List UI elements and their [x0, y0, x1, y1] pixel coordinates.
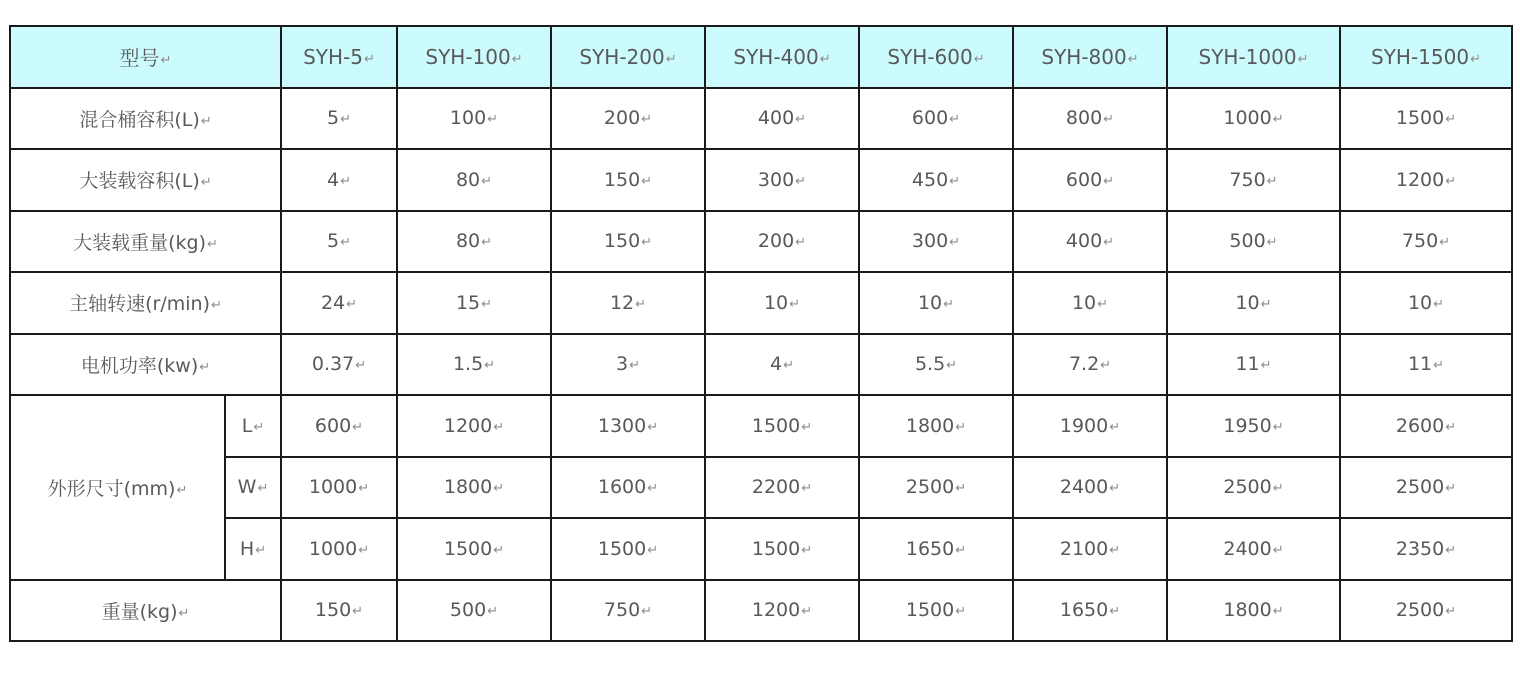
- paragraph-mark-icon: ↵: [1109, 542, 1121, 558]
- dimension-sublabel: [225, 395, 281, 457]
- model-name: SYH-5: [303, 44, 363, 69]
- value-text: 1000: [308, 537, 358, 560]
- value-cell: [1167, 518, 1340, 580]
- value-text: 10: [1407, 291, 1433, 314]
- model-name: SYH-1000: [1198, 44, 1297, 69]
- value-cell: [551, 149, 705, 211]
- paragraph-mark-icon: ↵: [199, 359, 211, 375]
- paragraph-mark-icon: ↵: [1266, 173, 1278, 189]
- model-name: SYH-600: [887, 44, 973, 69]
- value-cell: [1167, 88, 1340, 150]
- model-cell: [1013, 26, 1167, 88]
- value-text: 1500: [751, 414, 801, 437]
- paragraph-mark-icon: ↵: [801, 419, 813, 435]
- value-text: 2100: [1059, 537, 1109, 560]
- paragraph-mark-icon: ↵: [647, 542, 659, 558]
- row-label: [10, 272, 281, 334]
- value-text: 500: [1229, 230, 1266, 253]
- value-cell: [397, 149, 551, 211]
- row-label-text: 混合桶容积(L): [79, 108, 200, 131]
- paragraph-mark-icon: ↵: [1445, 173, 1457, 189]
- dimensions-label: [10, 395, 225, 580]
- paragraph-mark-icon: ↵: [253, 419, 265, 435]
- value-text: 2500: [1395, 476, 1445, 499]
- value-text: 1500: [443, 537, 493, 560]
- value-text: 1800: [443, 476, 493, 499]
- value-text: 80: [455, 230, 481, 253]
- value-text: 2600: [1395, 414, 1445, 437]
- value-cell: [859, 457, 1013, 519]
- paragraph-mark-icon: ↵: [641, 604, 653, 620]
- value-text: 2500: [905, 476, 955, 499]
- paragraph-mark-icon: ↵: [1445, 481, 1457, 497]
- dimension-sublabel: [225, 457, 281, 519]
- value-text: 5: [327, 107, 340, 130]
- value-cell: [1167, 395, 1340, 457]
- table-row: [10, 334, 1512, 396]
- value-text: 600: [911, 107, 949, 130]
- paragraph-mark-icon: ↵: [819, 51, 831, 67]
- value-cell: [551, 395, 705, 457]
- header-label: 型号: [119, 46, 160, 71]
- paragraph-mark-icon: ↵: [1297, 51, 1309, 67]
- paragraph-mark-icon: ↵: [358, 542, 370, 558]
- value-text: 1650: [1059, 599, 1109, 622]
- value-cell: [1340, 580, 1512, 642]
- paragraph-mark-icon: ↵: [955, 419, 967, 435]
- value-cell: [1340, 149, 1512, 211]
- paragraph-mark-icon: ↵: [955, 481, 967, 497]
- value-cell: [397, 88, 551, 150]
- value-text: 200: [757, 230, 795, 253]
- value-cell: [551, 518, 705, 580]
- value-text: 600: [1065, 168, 1103, 191]
- model-cell: [1167, 26, 1340, 88]
- paragraph-mark-icon: ↵: [943, 296, 955, 312]
- value-cell: [397, 272, 551, 334]
- table-row: [10, 457, 1512, 519]
- value-text: 1300: [597, 414, 647, 437]
- value-cell: [859, 395, 1013, 457]
- paragraph-mark-icon: ↵: [178, 605, 190, 621]
- value-cell: [281, 580, 397, 642]
- value-cell: [551, 457, 705, 519]
- paragraph-mark-icon: ↵: [1272, 604, 1284, 620]
- value-cell: [1167, 580, 1340, 642]
- value-text: 150: [603, 168, 641, 191]
- value-text: 1.5: [452, 353, 484, 376]
- value-text: 200: [603, 107, 641, 130]
- value-cell: [281, 457, 397, 519]
- value-text: 1800: [905, 414, 955, 437]
- paragraph-mark-icon: ↵: [481, 173, 493, 189]
- model-name: SYH-100: [425, 44, 511, 69]
- paragraph-mark-icon: ↵: [795, 235, 807, 251]
- value-text: 1200: [751, 599, 801, 622]
- value-cell: [1340, 395, 1512, 457]
- value-text: 300: [757, 168, 795, 191]
- paragraph-mark-icon: ↵: [481, 235, 493, 251]
- value-cell: [859, 334, 1013, 396]
- row-label-text: 重量(kg): [101, 600, 178, 623]
- value-text: 800: [1065, 107, 1103, 130]
- value-text: 1800: [1223, 599, 1272, 622]
- value-cell: [551, 211, 705, 273]
- paragraph-mark-icon: ↵: [160, 53, 172, 69]
- row-label: [10, 88, 281, 150]
- value-cell: [1013, 580, 1167, 642]
- value-text: 12: [609, 291, 635, 314]
- paragraph-mark-icon: ↵: [487, 604, 499, 620]
- value-cell: [1013, 149, 1167, 211]
- paragraph-mark-icon: ↵: [511, 51, 523, 67]
- value-cell: [705, 149, 859, 211]
- paragraph-mark-icon: ↵: [801, 542, 813, 558]
- paragraph-mark-icon: ↵: [1445, 542, 1457, 558]
- value-text: 0.37: [311, 353, 355, 376]
- paragraph-mark-icon: ↵: [955, 542, 967, 558]
- value-text: 1900: [1059, 414, 1109, 437]
- table-row: [10, 395, 1512, 457]
- value-cell: [1013, 395, 1167, 457]
- value-text: 150: [314, 599, 352, 622]
- value-text: 2400: [1223, 537, 1272, 560]
- value-text: 400: [1065, 230, 1103, 253]
- value-cell: [551, 272, 705, 334]
- value-cell: [1340, 88, 1512, 150]
- model-name: SYH-800: [1041, 44, 1127, 69]
- value-cell: [1340, 457, 1512, 519]
- paragraph-mark-icon: ↵: [1127, 51, 1139, 67]
- paragraph-mark-icon: ↵: [1100, 358, 1112, 374]
- row-label-text: 大装载容积(L): [79, 170, 200, 193]
- paragraph-mark-icon: ↵: [358, 481, 370, 497]
- paragraph-mark-icon: ↵: [949, 173, 961, 189]
- value-cell: [705, 457, 859, 519]
- value-cell: [859, 580, 1013, 642]
- paragraph-mark-icon: ↵: [629, 358, 640, 374]
- paragraph-mark-icon: ↵: [1266, 235, 1278, 251]
- paragraph-mark-icon: ↵: [801, 481, 813, 497]
- paragraph-mark-icon: ↵: [484, 358, 496, 374]
- model-cell: [397, 26, 551, 88]
- value-text: 11: [1407, 353, 1433, 376]
- paragraph-mark-icon: ↵: [789, 296, 801, 312]
- value-cell: [397, 580, 551, 642]
- paragraph-mark-icon: ↵: [1272, 419, 1284, 435]
- value-cell: [1013, 272, 1167, 334]
- value-cell: [1340, 211, 1512, 273]
- paragraph-mark-icon: ↵: [1272, 112, 1284, 128]
- header-label-cell: [10, 26, 281, 88]
- value-text: 5.5: [914, 353, 946, 376]
- table-row: [10, 518, 1512, 580]
- row-label: [10, 580, 281, 642]
- value-cell: [859, 272, 1013, 334]
- paragraph-mark-icon: ↵: [1109, 604, 1121, 620]
- model-cell: [1340, 26, 1512, 88]
- value-text: 2500: [1223, 476, 1272, 499]
- paragraph-mark-icon: ↵: [1260, 296, 1272, 312]
- value-cell: [705, 88, 859, 150]
- sublabel-text: W: [237, 476, 257, 499]
- value-text: 2500: [1395, 599, 1445, 622]
- paragraph-mark-icon: ↵: [340, 112, 351, 128]
- paragraph-mark-icon: ↵: [647, 481, 659, 497]
- paragraph-mark-icon: ↵: [955, 604, 967, 620]
- paragraph-mark-icon: ↵: [641, 173, 653, 189]
- paragraph-mark-icon: ↵: [1433, 296, 1445, 312]
- paragraph-mark-icon: ↵: [641, 112, 653, 128]
- value-text: 1500: [751, 537, 801, 560]
- value-cell: [551, 88, 705, 150]
- sublabel-text: H: [239, 537, 255, 560]
- value-cell: [551, 580, 705, 642]
- value-text: 1200: [443, 414, 493, 437]
- value-cell: [397, 211, 551, 273]
- value-cell: [859, 211, 1013, 273]
- paragraph-mark-icon: ↵: [255, 542, 267, 558]
- value-cell: [859, 88, 1013, 150]
- value-text: 80: [455, 168, 481, 191]
- model-cell: [281, 26, 397, 88]
- paragraph-mark-icon: ↵: [257, 481, 269, 497]
- value-text: 750: [1401, 230, 1439, 253]
- value-text: 1600: [597, 476, 647, 499]
- paragraph-mark-icon: ↵: [1260, 358, 1272, 374]
- paragraph-mark-icon: ↵: [346, 296, 358, 312]
- value-text: 1500: [905, 599, 955, 622]
- paragraph-mark-icon: ↵: [1445, 112, 1457, 128]
- row-label-text: 主轴转速(r/min): [69, 293, 210, 316]
- paragraph-mark-icon: ↵: [200, 113, 212, 129]
- value-cell: [281, 88, 397, 150]
- value-cell: [1340, 334, 1512, 396]
- value-cell: [1167, 272, 1340, 334]
- sublabel-text: L: [241, 414, 253, 437]
- value-text: 5: [327, 230, 340, 253]
- paragraph-mark-icon: ↵: [176, 482, 188, 498]
- value-cell: [705, 580, 859, 642]
- paragraph-mark-icon: ↵: [949, 235, 961, 251]
- value-text: 1500: [597, 537, 647, 560]
- value-text: 1950: [1223, 414, 1272, 437]
- value-cell: [551, 334, 705, 396]
- value-text: 2200: [751, 476, 801, 499]
- value-text: 1000: [308, 476, 358, 499]
- paragraph-mark-icon: ↵: [1470, 51, 1481, 67]
- paragraph-mark-icon: ↵: [783, 358, 794, 374]
- dimension-sublabel: [225, 518, 281, 580]
- value-cell: [705, 518, 859, 580]
- table-row: [10, 272, 1512, 334]
- value-cell: [281, 149, 397, 211]
- value-text: 450: [911, 168, 949, 191]
- value-text: 1500: [1395, 107, 1445, 130]
- table-row: [10, 580, 1512, 642]
- model-cell: [705, 26, 859, 88]
- value-text: 11: [1235, 353, 1260, 376]
- row-label-text: 外形尺寸(mm): [47, 477, 176, 500]
- value-text: 750: [1229, 168, 1266, 191]
- value-cell: [1013, 518, 1167, 580]
- value-cell: [859, 518, 1013, 580]
- value-cell: [1013, 457, 1167, 519]
- value-cell: [705, 395, 859, 457]
- paragraph-mark-icon: ↵: [1439, 235, 1451, 251]
- paragraph-mark-icon: ↵: [493, 542, 505, 558]
- paragraph-mark-icon: ↵: [1109, 481, 1121, 497]
- paragraph-mark-icon: ↵: [1433, 358, 1445, 374]
- paragraph-mark-icon: ↵: [206, 236, 218, 252]
- value-text: 3: [616, 353, 629, 376]
- paragraph-mark-icon: ↵: [1103, 173, 1115, 189]
- value-cell: [1167, 334, 1340, 396]
- value-text: 10: [1071, 291, 1097, 314]
- value-text: 100: [449, 107, 487, 130]
- paragraph-mark-icon: ↵: [481, 296, 493, 312]
- paragraph-mark-icon: ↵: [364, 51, 375, 67]
- value-cell: [1013, 211, 1167, 273]
- paragraph-mark-icon: ↵: [1103, 112, 1115, 128]
- paragraph-mark-icon: ↵: [355, 358, 367, 374]
- paragraph-mark-icon: ↵: [340, 173, 351, 189]
- value-cell: [1340, 272, 1512, 334]
- value-cell: [281, 211, 397, 273]
- value-cell: [1013, 334, 1167, 396]
- table-row: [10, 88, 1512, 150]
- value-text: 600: [314, 414, 352, 437]
- paragraph-mark-icon: ↵: [1109, 419, 1121, 435]
- value-cell: [397, 395, 551, 457]
- paragraph-mark-icon: ↵: [1272, 542, 1284, 558]
- value-cell: [1167, 457, 1340, 519]
- paragraph-mark-icon: ↵: [1445, 419, 1457, 435]
- value-cell: [397, 457, 551, 519]
- paragraph-mark-icon: ↵: [352, 419, 364, 435]
- value-cell: [281, 518, 397, 580]
- paragraph-mark-icon: ↵: [973, 51, 985, 67]
- paragraph-mark-icon: ↵: [200, 175, 212, 191]
- paragraph-mark-icon: ↵: [487, 112, 499, 128]
- paragraph-mark-icon: ↵: [795, 112, 807, 128]
- value-cell: [1167, 149, 1340, 211]
- paragraph-mark-icon: ↵: [665, 51, 677, 67]
- value-cell: [705, 211, 859, 273]
- row-label: [10, 149, 281, 211]
- paragraph-mark-icon: ↵: [352, 604, 364, 620]
- paragraph-mark-icon: ↵: [493, 419, 505, 435]
- model-name: SYH-1500: [1371, 44, 1470, 69]
- value-text: 1650: [905, 537, 955, 560]
- value-text: 7.2: [1068, 353, 1100, 376]
- value-cell: [1340, 518, 1512, 580]
- value-text: 10: [763, 291, 789, 314]
- header-row: [10, 26, 1512, 88]
- row-label-text: 电机功率(kw): [80, 354, 199, 377]
- table-row: [10, 211, 1512, 273]
- paragraph-mark-icon: ↵: [1097, 296, 1109, 312]
- paragraph-mark-icon: ↵: [795, 173, 807, 189]
- row-label: [10, 211, 281, 273]
- value-text: 10: [1235, 291, 1260, 314]
- paragraph-mark-icon: ↵: [210, 298, 222, 314]
- model-name: SYH-200: [579, 44, 665, 69]
- model-cell: [551, 26, 705, 88]
- value-cell: [859, 149, 1013, 211]
- paragraph-mark-icon: ↵: [1272, 481, 1284, 497]
- paragraph-mark-icon: ↵: [1103, 235, 1115, 251]
- value-text: 1000: [1223, 107, 1272, 130]
- value-text: 300: [911, 230, 949, 253]
- value-text: 4: [327, 168, 340, 191]
- value-text: 150: [603, 230, 641, 253]
- paragraph-mark-icon: ↵: [635, 296, 647, 312]
- value-text: 750: [603, 599, 641, 622]
- value-cell: [281, 272, 397, 334]
- value-cell: [705, 272, 859, 334]
- value-text: 15: [455, 291, 481, 314]
- value-cell: [397, 334, 551, 396]
- model-name: SYH-400: [733, 44, 819, 69]
- paragraph-mark-icon: ↵: [801, 604, 813, 620]
- spec-table: [9, 25, 1513, 642]
- value-text: 4: [770, 353, 783, 376]
- value-text: 2400: [1059, 476, 1109, 499]
- row-label: [10, 334, 281, 396]
- model-cell: [859, 26, 1013, 88]
- value-text: 24: [320, 291, 346, 314]
- paragraph-mark-icon: ↵: [641, 235, 653, 251]
- paragraph-mark-icon: ↵: [946, 358, 958, 374]
- value-cell: [1167, 211, 1340, 273]
- paragraph-mark-icon: ↵: [493, 481, 505, 497]
- table-row: [10, 149, 1512, 211]
- paragraph-mark-icon: ↵: [647, 419, 659, 435]
- paragraph-mark-icon: ↵: [1445, 604, 1457, 620]
- value-text: 500: [449, 599, 487, 622]
- row-label-text: 大装载重量(kg): [73, 231, 206, 254]
- value-text: 10: [917, 291, 943, 314]
- value-text: 1200: [1395, 168, 1445, 191]
- value-cell: [705, 334, 859, 396]
- paragraph-mark-icon: ↵: [340, 235, 351, 251]
- value-cell: [397, 518, 551, 580]
- paragraph-mark-icon: ↵: [949, 112, 961, 128]
- value-text: 2350: [1395, 537, 1445, 560]
- value-cell: [281, 334, 397, 396]
- value-cell: [281, 395, 397, 457]
- value-cell: [1013, 88, 1167, 150]
- value-text: 400: [757, 107, 795, 130]
